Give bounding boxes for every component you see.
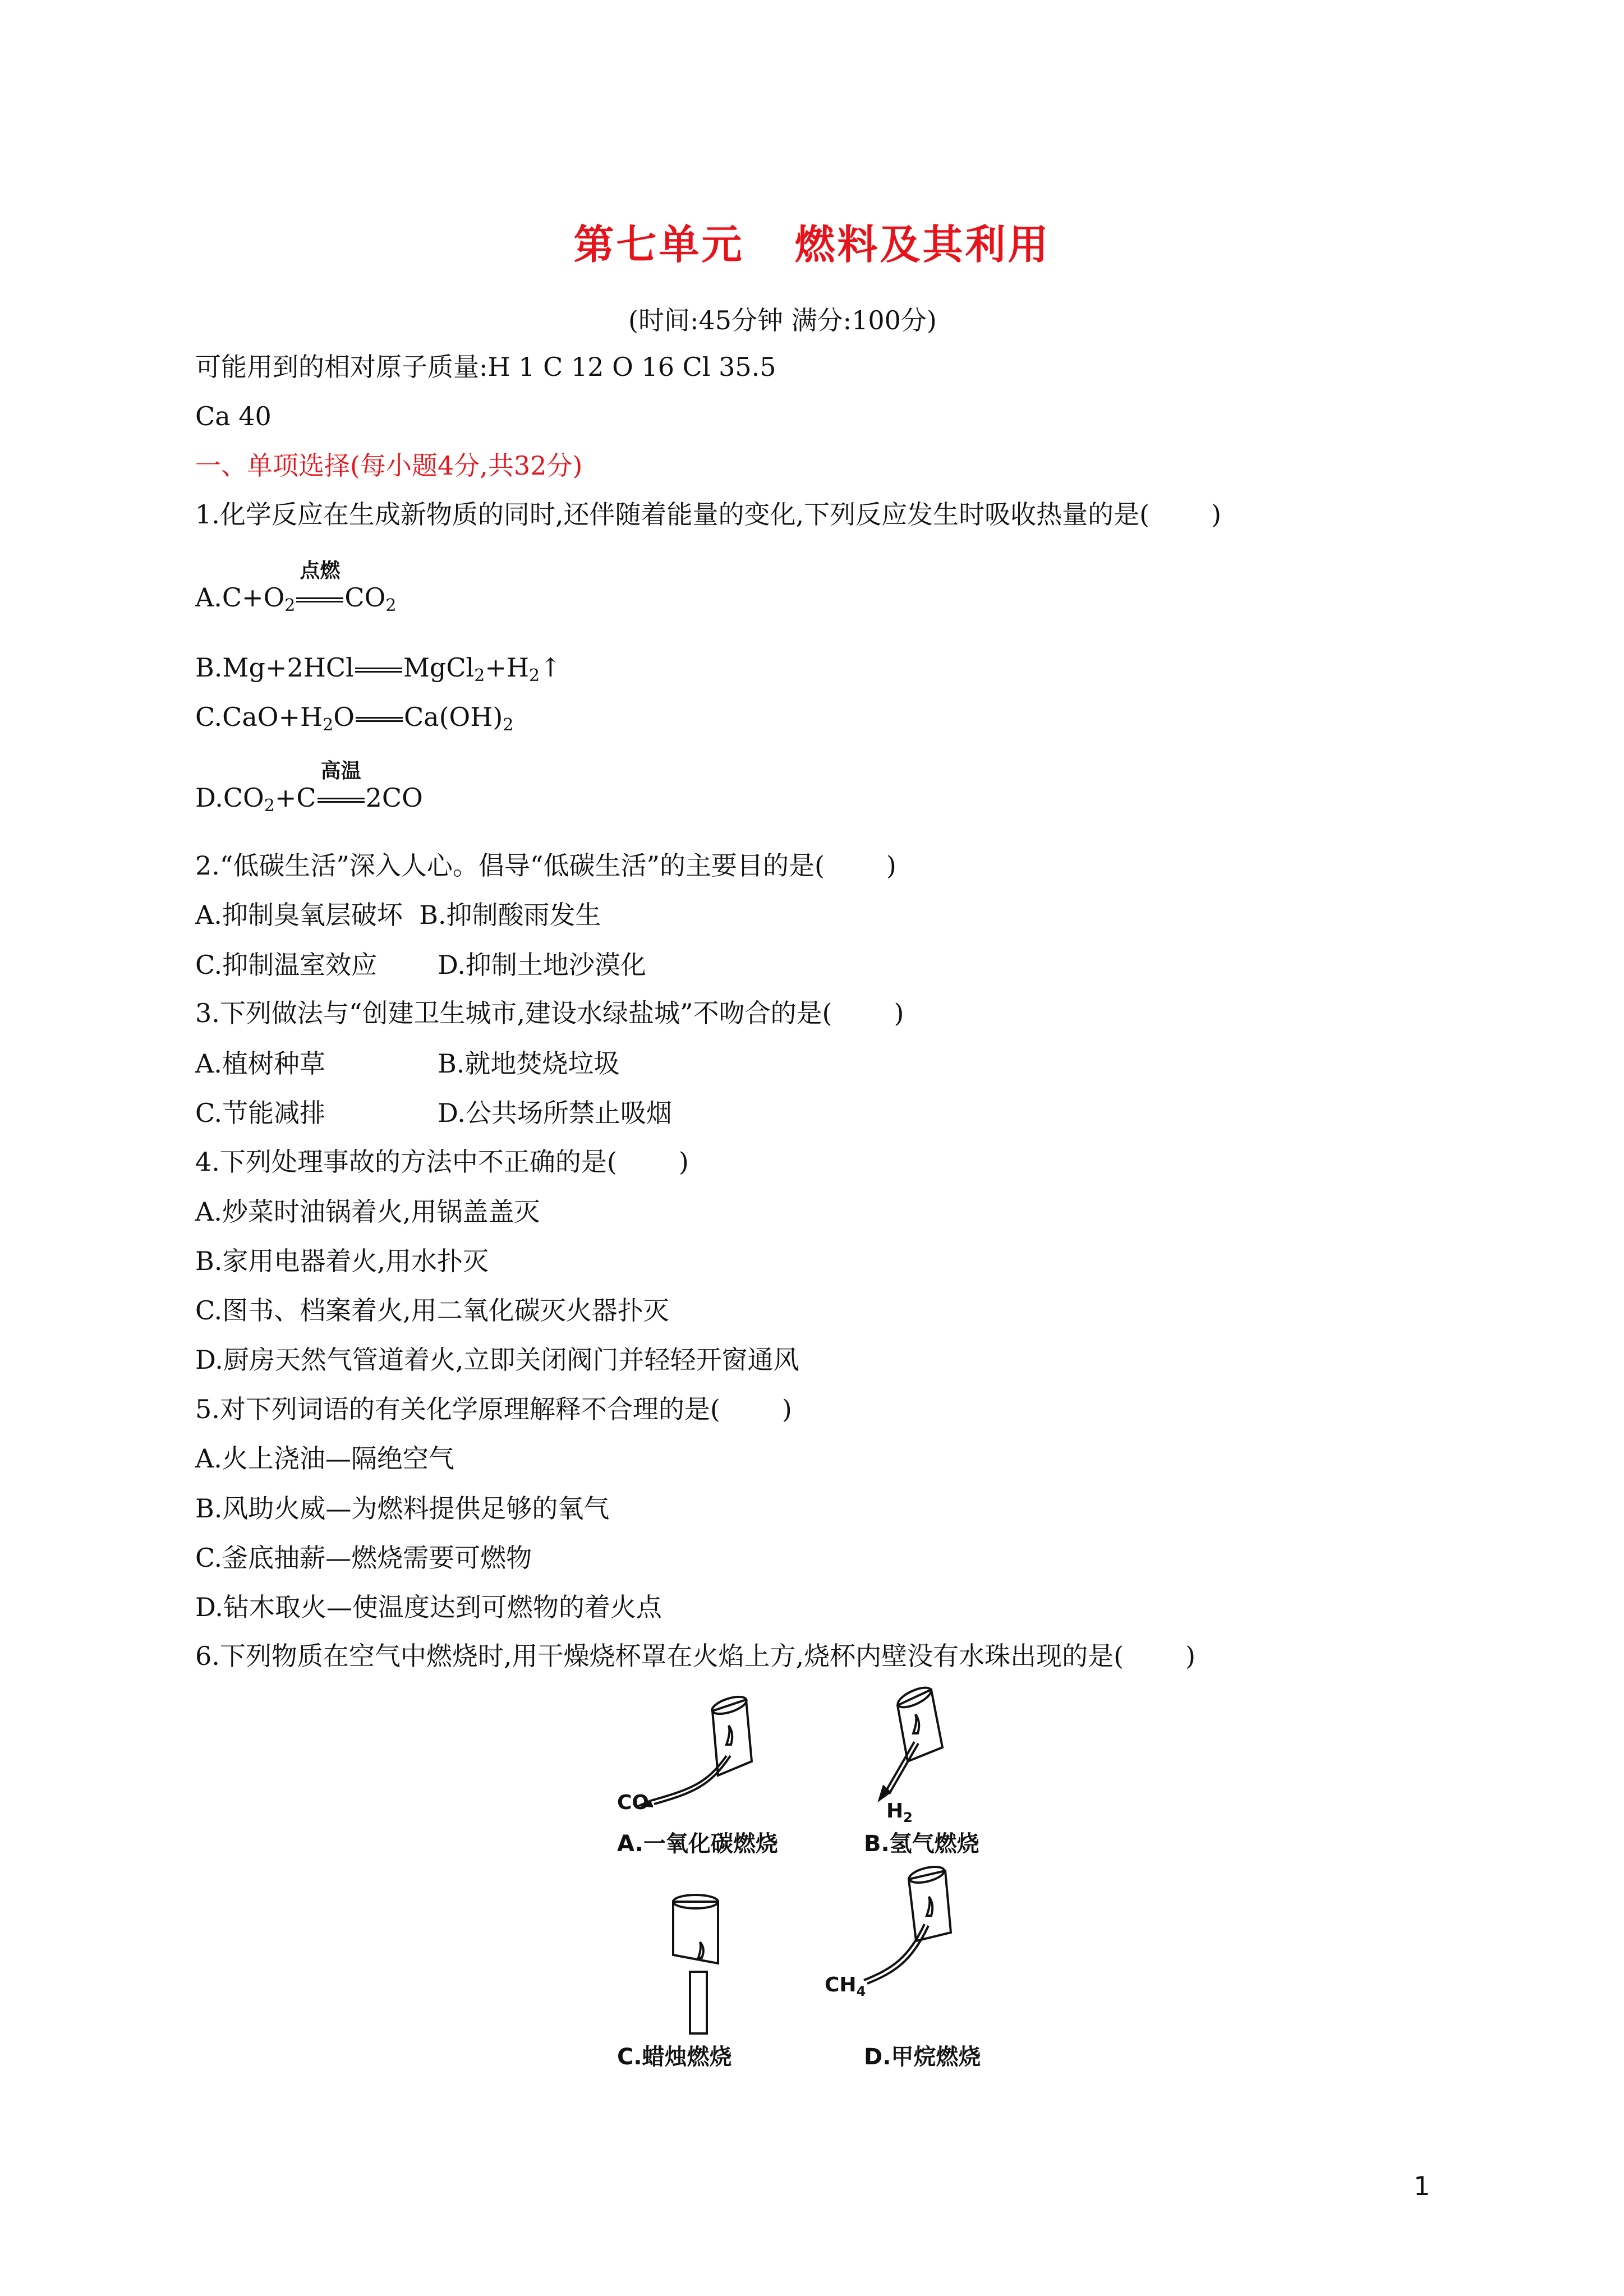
question-4-option-a: A.炒菜时油锅着火,用锅盖盖灭 xyxy=(195,1197,540,1227)
gas-up-arrow-icon: ↑ xyxy=(540,652,562,683)
question-2-stem: 2.“低碳生活”深入人心。倡导“低碳生活”的主要目的是( ) xyxy=(195,850,896,881)
beaker-candle-illustration xyxy=(673,1895,718,2033)
question-3-options-ab xyxy=(195,1047,619,1080)
question-3-option-c: C.节能减排 xyxy=(195,1098,326,1128)
question-2-option-b: B.抑制酸雨发生 xyxy=(419,900,601,930)
question-1-option-b: B.Mg+2HCl $MgCl_2+H_2↑$ xyxy=(195,652,562,685)
question-5-option-c: C.釜底抽薪—燃烧需要可燃物 xyxy=(195,1543,532,1573)
condition-high-temperature: 高温 xyxy=(320,759,361,783)
section-heading-single-choice: 一、单项选择(每小题4分,共32分) xyxy=(195,450,583,481)
question-6-stem: 6.下列物质在空气中燃烧时,用干燥烧杯罩在火焰上方,烧杯内壁没有水珠出现的是( ) xyxy=(195,1641,1196,1671)
title-unit: 第七单元 xyxy=(573,221,744,268)
question-4-stem: 4.下列处理事故的方法中不正确的是( ) xyxy=(195,1147,689,1177)
page-number: 1 xyxy=(1414,2171,1430,2201)
question-4-option-d: D.厨房天然气管道着火,立即关闭阀门并轻轻开窗通风 xyxy=(195,1345,799,1375)
question-5-option-b: B.风助火威—为燃料提供足够的氧气 xyxy=(195,1493,610,1524)
gas-label-ch4: $CH_4$ xyxy=(825,1973,866,1999)
question-2-options-ab xyxy=(195,898,601,932)
gas-label-h2: $H_2$ xyxy=(886,1800,913,1825)
question-3-options-cd xyxy=(195,1096,672,1130)
combustion-figure xyxy=(606,1677,1055,2081)
question-3-option-d: D.公共场所禁止吸烟 xyxy=(438,1098,672,1128)
page-title xyxy=(0,212,1624,270)
question-5-option-d: D.钻木取火—使温度达到可燃物的着火点 xyxy=(195,1592,662,1622)
gas-label-co: CO xyxy=(617,1791,650,1814)
figure-label-d: D.甲烷燃烧 xyxy=(864,2044,981,2070)
question-2-option-d: D.抑制土地沙漠化 xyxy=(438,950,646,980)
condition-ignite: 点燃 xyxy=(300,559,341,582)
question-3-option-b: B.就地焚烧垃圾 xyxy=(438,1048,620,1079)
beaker-co-illustration xyxy=(641,1694,752,1806)
question-1-option-a: $A.C+O_2$ 点燃 $CO_2$ xyxy=(195,581,396,614)
figure-label-c: C.蜡烛燃烧 xyxy=(617,2044,732,2070)
exam-info: (时间:45分钟 满分:100分) xyxy=(628,305,937,335)
question-5-option-a: A.火上浇油—隔绝空气 xyxy=(195,1443,454,1474)
question-2-options-cd xyxy=(195,948,646,982)
figure-label-b: B.氢气燃烧 xyxy=(864,1831,979,1857)
figure-label-a: A.一氧化碳燃烧 xyxy=(617,1831,778,1857)
title-topic: 燃料及其利用 xyxy=(794,221,1051,268)
question-1-stem: 1.化学反应在生成新物质的同时,还伴随着能量的变化,下列反应发生时吸收热量的是( ) xyxy=(195,499,1222,530)
beaker-h2-illustration xyxy=(880,1684,942,1800)
question-3-option-a: A.植树种草 xyxy=(195,1048,325,1079)
question-2-option-a: A.抑制臭氧层破坏 xyxy=(195,900,403,930)
question-3-stem: 3.下列做法与“创建卫生城市,建设水绿盐城”不吻合的是( ) xyxy=(195,998,904,1028)
question-2-option-c: C.抑制温室效应 xyxy=(195,950,378,980)
atomic-mass-line-1: 可能用到的相对原子质量:H 1 C 12 O 16 Cl 35.5 xyxy=(195,352,776,382)
question-1-option-d: $D.CO_2+C$ 高温 2CO xyxy=(195,781,423,815)
question-4-option-b: B.家用电器着火,用水扑灭 xyxy=(195,1246,489,1276)
atomic-mass-line-2: Ca 40 xyxy=(195,401,272,431)
question-5-stem: 5.对下列词语的有关化学原理解释不合理的是( ) xyxy=(195,1394,792,1424)
beaker-ch4-illustration xyxy=(864,1864,951,1984)
question-4-option-c: C.图书、档案着火,用二氧化碳灭火器扑灭 xyxy=(195,1295,669,1326)
question-1-option-c: $C.CaO+H_2O$ $Ca(OH)_2$ xyxy=(195,702,514,735)
